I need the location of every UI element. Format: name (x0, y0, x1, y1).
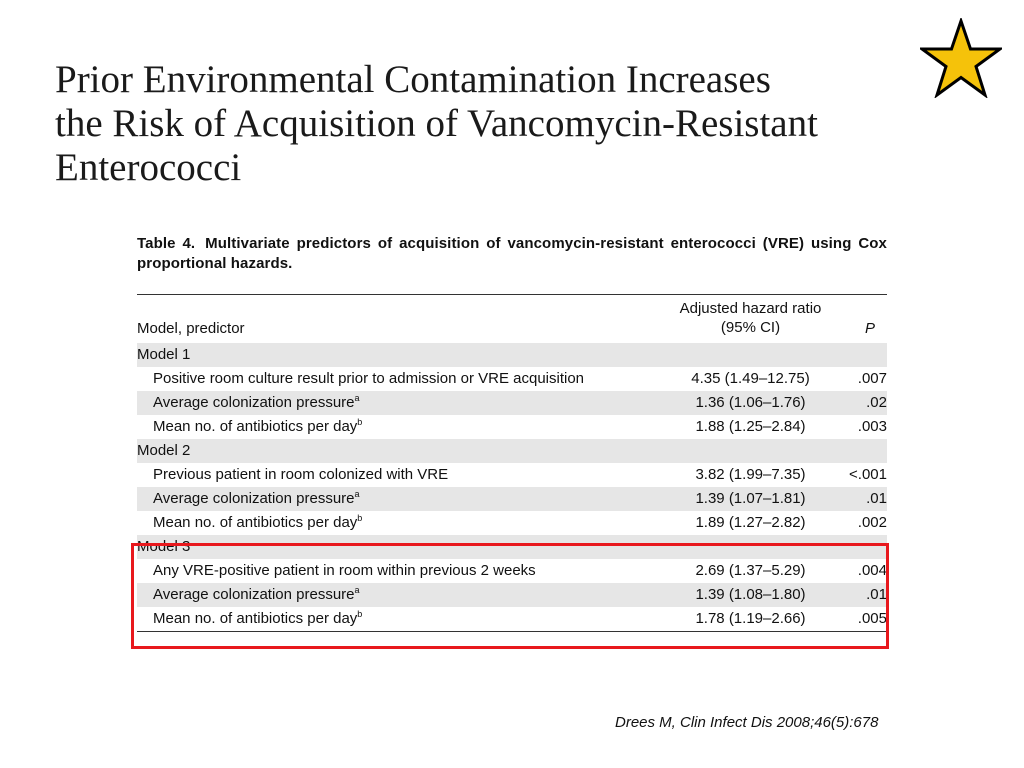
predictor-cell (137, 487, 663, 511)
predictor-cell (137, 367, 663, 391)
predictor-label: Any VRE-positive patient in room within previous 2 weeks (153, 562, 536, 579)
table-row (137, 487, 887, 511)
p-value-cell: .004 (857, 562, 887, 579)
header-hazard-ratio (663, 295, 838, 343)
table-group-row (137, 439, 887, 463)
p-value-cell: .007 (857, 370, 887, 387)
predictor-label: Average colonization pressure (153, 490, 355, 507)
table-group-row (137, 343, 887, 367)
predictor-label: Mean no. of antibiotics per day (153, 610, 358, 627)
table-row (137, 463, 887, 487)
table-caption-text: Multivariate predictors of acquisition of vancomycin-resistant enterococci (VRE) using Cox proportional hazards. (137, 235, 887, 272)
predictor-label: Previous patient in room colonized with VRE (153, 466, 449, 483)
hazard-ratio-cell: 1.39 (1.08–1.80) (663, 583, 838, 607)
header-hr-line2: (95% CI) (720, 319, 781, 336)
predictor-cell (137, 463, 663, 487)
table-header-row (137, 295, 887, 343)
predictor-label: Average colonization pressure (153, 586, 355, 603)
model-group-label: Model 2 (137, 439, 887, 463)
title-line: the Risk of Acquisition of Vancomycin-Resistant (55, 102, 818, 145)
footnote-marker: b (357, 417, 363, 427)
title-line: Prior Environmental Contamination Increases (55, 58, 771, 101)
predictor-label: Mean no. of antibiotics per day (153, 418, 358, 435)
table-row (137, 511, 887, 535)
slide-title (55, 58, 915, 190)
hazard-ratio-cell: 2.69 (1.37–5.29) (695, 562, 806, 579)
header-model: Model, predictor (137, 320, 245, 337)
hazard-ratio-cell: 1.88 (1.25–2.84) (695, 418, 806, 435)
table-caption (137, 234, 887, 274)
hazard-ratio-cell: 1.78 (1.19–2.66) (663, 607, 838, 632)
footnote-marker: a (354, 489, 360, 499)
hazard-ratio-cell: 4.35 (1.49–12.75) (691, 370, 810, 387)
star-shape (922, 21, 1000, 95)
header-hr-line1: Adjusted hazard ratio (679, 300, 822, 317)
p-value-cell: .01 (838, 583, 887, 607)
hazard-ratio-cell: 1.89 (1.27–2.82) (695, 514, 806, 531)
hazard-ratio-cell: 1.39 (1.07–1.81) (663, 487, 838, 511)
table-row (137, 367, 887, 391)
p-value-cell: <.001 (849, 466, 887, 483)
table-caption-number: Table 4. (137, 235, 196, 252)
hazard-ratio-cell: 1.36 (1.06–1.76) (663, 391, 838, 415)
footnote-marker: a (354, 393, 360, 403)
p-value-cell: .01 (838, 487, 887, 511)
predictor-cell (137, 391, 663, 415)
model3-highlight-box (131, 543, 889, 649)
title-line: Enterococci (55, 146, 242, 189)
p-value-cell: .005 (838, 607, 887, 632)
footnote-marker: b (357, 513, 363, 523)
predictor-label: Average colonization pressure (153, 394, 355, 411)
table-row (137, 391, 887, 415)
predictor-label: Positive room culture result prior to admission or VRE acquisition (153, 370, 585, 387)
header-p: P (864, 320, 875, 337)
star-icon (920, 18, 1002, 98)
footnote-marker: a (354, 585, 360, 595)
citation: Drees M, Clin Infect Dis 2008;46(5):678 (615, 714, 879, 731)
predictor-cell (137, 415, 663, 439)
predictor-label: Mean no. of antibiotics per day (153, 514, 358, 531)
footnote-marker: b (357, 609, 363, 619)
p-value-cell: .02 (838, 391, 887, 415)
p-value-cell: .002 (857, 514, 887, 531)
p-value-cell: .003 (857, 418, 887, 435)
model-group-label: Model 3 (137, 535, 887, 559)
table-row (137, 415, 887, 439)
model-group-label: Model 1 (137, 343, 887, 367)
predictor-cell (137, 511, 663, 535)
hazard-ratio-cell: 3.82 (1.99–7.35) (695, 466, 806, 483)
